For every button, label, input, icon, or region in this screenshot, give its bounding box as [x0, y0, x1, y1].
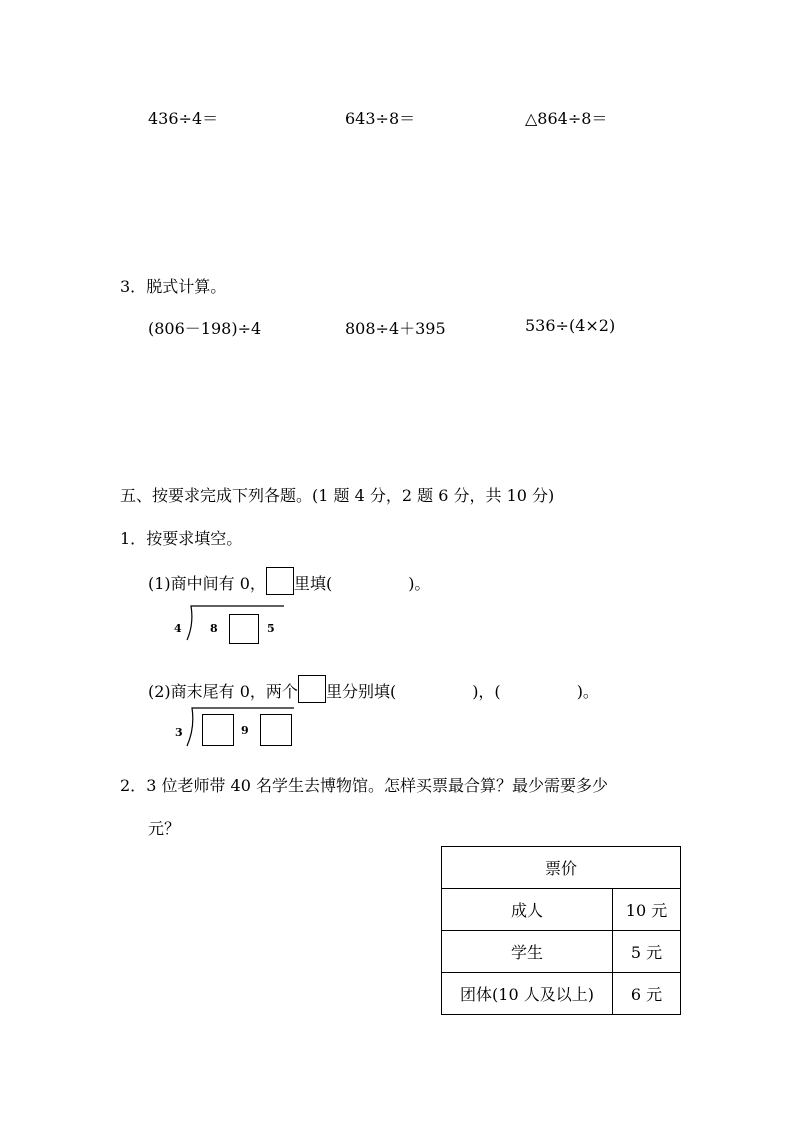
table-header-row — [442, 847, 681, 889]
expr-643-div-8: 643÷8＝ — [345, 109, 416, 128]
ticket-price: 10 元 — [613, 889, 681, 931]
section5-title: 五、按要求完成下列各题。(1 题 4 分，2 题 6 分，共 10 分) — [120, 486, 555, 505]
ticket-price: 6 元 — [613, 973, 681, 1015]
dividend-box-input-1[interactable] — [202, 714, 234, 746]
table-header: 票价 — [442, 847, 681, 889]
q1-part1 — [148, 567, 430, 595]
q1-part1-text-b: 里填( — [293, 574, 333, 593]
q1-part1-text-c: )。 — [408, 574, 431, 593]
expr-436-div-4: 436÷4＝ — [148, 109, 219, 128]
q3-title: 脱式计算。 — [146, 277, 227, 296]
dividend-box-input-2[interactable] — [260, 714, 292, 746]
box-icon — [266, 567, 294, 595]
expr-864-div-8: △864÷8＝ — [525, 109, 608, 128]
ticket-price: 5 元 — [613, 931, 681, 973]
q1-number: 1． — [120, 529, 147, 548]
q1-part2-text-a: (2)商末尾有 0，两个 — [148, 682, 298, 701]
q2-text: 3 位老师带 40 名学生去博物馆。怎样买票最合算？最少需要多少 — [146, 776, 608, 795]
q1-part2-text-b: 里分别填( — [325, 682, 397, 701]
dividend-digit-8: 8 — [210, 622, 218, 635]
ticket-type: 学生 — [442, 931, 613, 973]
ticket-type: 团体(10 人及以上) — [442, 973, 613, 1015]
q1-heading — [120, 526, 242, 549]
q3-expr-3: 536÷(4×2) — [525, 316, 616, 335]
table-row — [442, 931, 681, 973]
q3-expr-2: 808÷4＋395 — [345, 319, 446, 338]
q1-part2-text-d: )。 — [576, 682, 599, 701]
table-row — [442, 889, 681, 931]
ticket-price-table — [441, 846, 681, 1015]
q1-part2-text-c: )，( — [472, 682, 501, 701]
ticket-type: 成人 — [442, 889, 613, 931]
table-row — [442, 973, 681, 1015]
divisor-3: 3 — [175, 726, 183, 739]
q2-line2: 元？ — [148, 819, 181, 838]
q2-line1 — [120, 773, 608, 796]
q3-number: 3． — [120, 277, 147, 296]
q1-title: 按要求填空。 — [146, 529, 243, 548]
q1-part2 — [148, 675, 599, 703]
dividend-box-input[interactable] — [229, 614, 259, 644]
dividend-digit-9: 9 — [241, 724, 249, 737]
q3-expr-1: (806－198)÷4 — [148, 319, 262, 338]
long-division-1 — [172, 604, 288, 646]
q3-heading — [120, 274, 226, 297]
divisor-4: 4 — [174, 622, 182, 635]
box-icon — [298, 675, 326, 703]
dividend-digit-5: 5 — [267, 622, 275, 635]
q2-number: 2． — [120, 776, 147, 795]
q1-part1-text-a: (1)商中间有 0， — [148, 574, 266, 593]
long-division-2 — [172, 706, 298, 752]
